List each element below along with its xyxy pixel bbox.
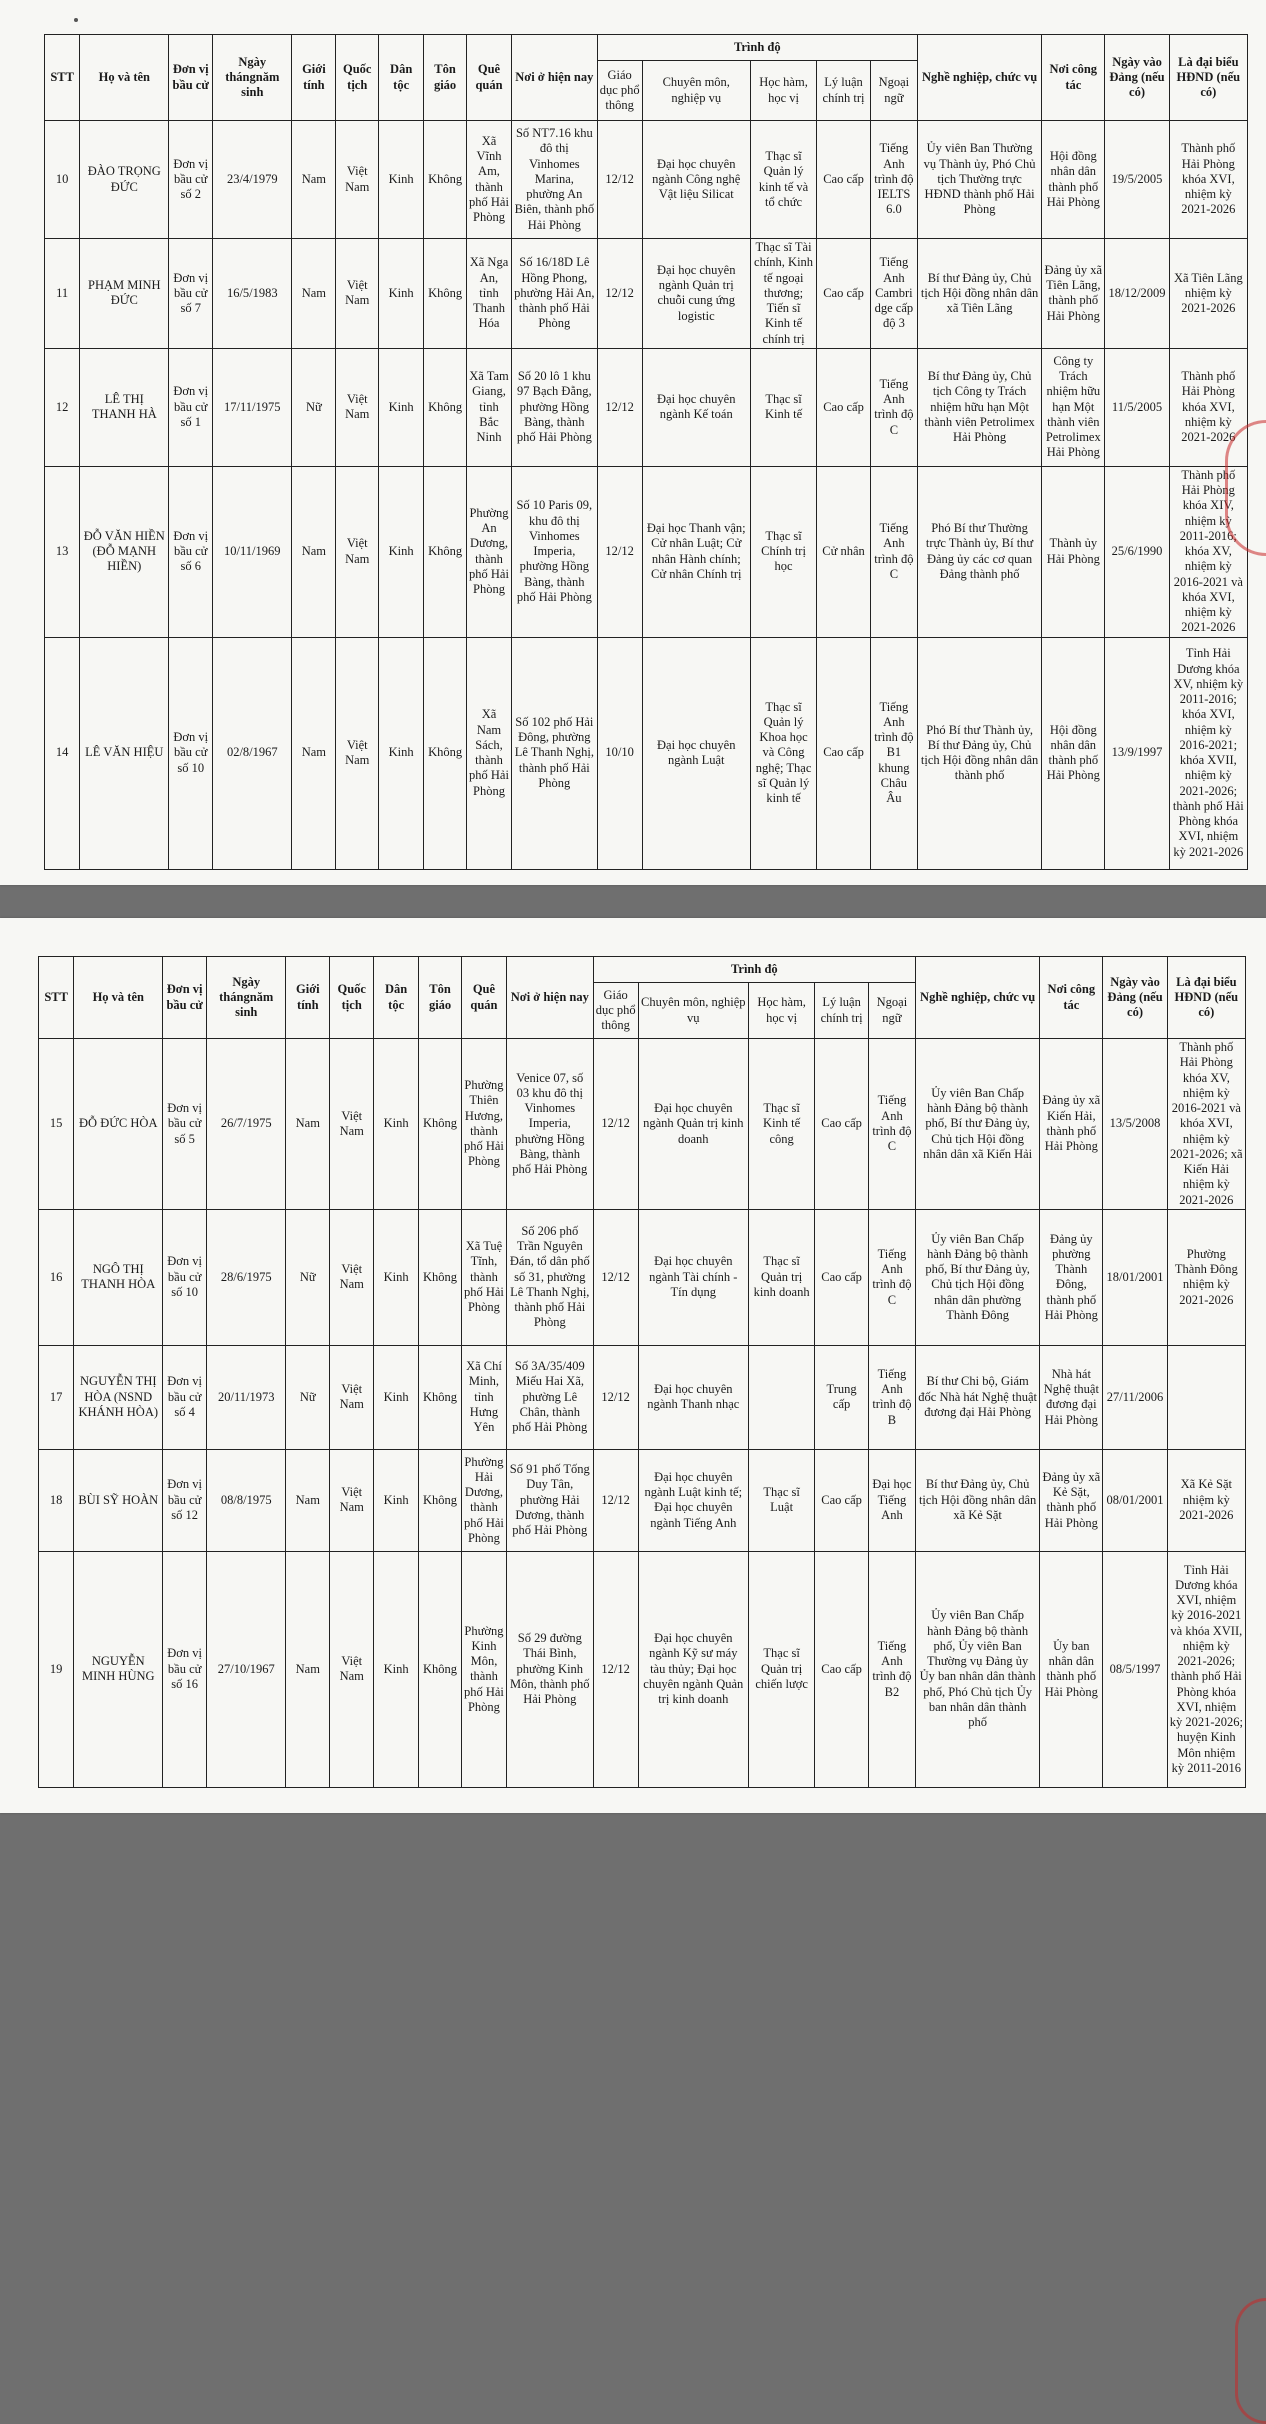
cell-general-edu: 12/12 — [597, 239, 642, 349]
cell-ethnicity: Kinh — [379, 348, 424, 466]
cell-specialty: Đại học chuyên ngành Luật — [642, 637, 750, 869]
cell-stt: 12 — [45, 348, 80, 466]
candidate-table-2 — [38, 956, 1246, 1788]
cell-hometown: Xã Tuệ Tĩnh, thành phố Hải Phòng — [461, 1209, 506, 1345]
cell-language: Tiếng Anh trình độ C — [870, 348, 917, 466]
header-gender: Giới tính — [286, 957, 330, 1039]
cell-academic: Thạc sĩ Quản lý Khoa học và Công nghệ; Thạc sĩ Quản lý kinh tế — [750, 637, 816, 869]
cell-ethnicity: Kinh — [374, 1551, 419, 1787]
cell-residence: Số 10 Paris 09, khu đô thị Vinhomes Imperia, phường Hồng Bàng, thành phố Hải Phòng — [511, 466, 597, 637]
header-dob: Ngày thángnăm sinh — [213, 35, 292, 121]
red-stamp-seal — [1235, 2298, 1266, 2424]
cell-nationality: Việt Nam — [330, 1039, 374, 1210]
cell-workplace: Hội đồng nhân dân thành phố Hải Phòng — [1042, 121, 1105, 239]
cell-delegate: Thành phố Hải Phòng khóa XIV, nhiệm kỳ 2011-2016; khóa XV, nhiệm kỳ 2016-2021 và khóa XVI, nhiệm kỳ 2021-2026 — [1169, 466, 1247, 637]
cell-stt: 16 — [39, 1209, 74, 1345]
cell-academic: Thạc sĩ Tài chính, Kinh tế ngoại thương; Tiến sĩ Kinh tế chính trị — [750, 239, 816, 349]
cell-stt: 10 — [45, 121, 80, 239]
cell-academic: Thạc sĩ Chính trị học — [750, 466, 816, 637]
header-general-edu: Giáo dục phổ thông — [593, 983, 638, 1039]
cell-general-edu: 12/12 — [593, 1551, 638, 1787]
cell-party-date: 18/12/2009 — [1105, 239, 1169, 349]
cell-general-edu: 12/12 — [593, 1039, 638, 1210]
red-stamp-seal — [1225, 420, 1266, 556]
cell-stt: 11 — [45, 239, 80, 349]
header-specialty: Chuyên môn, nghiệp vụ — [642, 61, 750, 121]
cell-specialty: Đại học chuyên ngành Kế toán — [642, 348, 750, 466]
cell-unit: Đơn vị bầu cử số 16 — [163, 1551, 207, 1787]
cell-party-date: 18/01/2001 — [1103, 1209, 1167, 1345]
header-residence: Nơi ở hiện nay — [506, 957, 593, 1039]
cell-nationality: Việt Nam — [330, 1209, 374, 1345]
document-page-2 — [0, 918, 1266, 1813]
header-general-edu: Giáo dục phổ thông — [597, 61, 642, 121]
cell-political: Cao cấp — [817, 121, 871, 239]
cell-unit: Đơn vị bầu cử số 10 — [169, 637, 213, 869]
cell-unit: Đơn vị bầu cử số 2 — [169, 121, 213, 239]
table-row — [39, 1449, 1246, 1551]
cell-political: Cử nhân — [817, 466, 871, 637]
header-education-group: Trình độ — [597, 35, 917, 61]
cell-religion: Không — [424, 466, 467, 637]
cell-occupation: Bí thư Đảng ủy, Chủ tịch Hội đồng nhân dân xã Tiên Lãng — [917, 239, 1041, 349]
cell-occupation: Ủy viên Ban Chấp hành Đảng bộ thành phố, Ủy viên Ban Thường vụ Đảng ủy Ủy ban nhân dân thành phố, Phó Chủ tịch Ủy ban nhân dân thành phố — [916, 1551, 1040, 1787]
cell-stt: 14 — [45, 637, 80, 869]
header-gender: Giới tính — [292, 35, 336, 121]
header-party-date: Ngày vào Đảng (nếu có) — [1105, 35, 1169, 121]
cell-dob: 20/11/1973 — [207, 1345, 286, 1449]
cell-workplace: Đảng ủy phường Thành Đông, thành phố Hải Phòng — [1040, 1209, 1103, 1345]
cell-nationality: Việt Nam — [330, 1551, 374, 1787]
cell-delegate: Thành phố Hải Phòng khóa XV, nhiệm kỳ 2016-2021 và khóa XVI, nhiệm kỳ 2021-2026; xã Kiến Hải nhiệm kỳ 2021-2026 — [1167, 1039, 1245, 1210]
cell-workplace: Đảng ủy xã Kiến Hải, thành phố Hải Phòng — [1040, 1039, 1103, 1210]
cell-workplace: Hội đồng nhân dân thành phố Hải Phòng — [1042, 637, 1105, 869]
header-religion: Tôn giáo — [419, 957, 462, 1039]
cell-occupation: Bí thư Đảng ủy, Chủ tịch Công ty Trách nhiệm hữu hạn Một thành viên Petrolimex Hải Phòng — [917, 348, 1041, 466]
table-row — [45, 348, 1248, 466]
header-nationality: Quốc tịch — [330, 957, 374, 1039]
table-row — [45, 239, 1248, 349]
header-occupation: Nghề nghiệp, chức vụ — [916, 957, 1040, 1039]
cell-specialty: Đại học chuyên ngành Tài chính - Tín dụng — [638, 1209, 748, 1345]
cell-name: NGÔ THỊ THANH HÒA — [74, 1209, 163, 1345]
cell-political: Cao cấp — [817, 239, 871, 349]
cell-academic: Thạc sĩ Quản trị chiến lược — [748, 1551, 814, 1787]
cell-dob: 17/11/1975 — [213, 348, 292, 466]
cell-delegate: Phường Thành Đông nhiệm kỳ 2021-2026 — [1167, 1209, 1245, 1345]
cell-workplace: Thành ủy Hải Phòng — [1042, 466, 1105, 637]
header-unit: Đơn vị bầu cử — [163, 957, 207, 1039]
cell-party-date: 27/11/2006 — [1103, 1345, 1167, 1449]
cell-ethnicity: Kinh — [374, 1209, 419, 1345]
table-row — [39, 1209, 1246, 1345]
cell-unit: Đơn vị bầu cử số 5 — [163, 1039, 207, 1210]
header-language: Ngoại ngữ — [870, 61, 917, 121]
cell-political: Cao cấp — [815, 1209, 869, 1345]
cell-unit: Đơn vị bầu cử số 6 — [169, 466, 213, 637]
cell-nationality: Việt Nam — [336, 121, 379, 239]
cell-gender: Nam — [286, 1039, 330, 1210]
cell-hometown: Xã Vĩnh Am, thành phố Hải Phòng — [467, 121, 512, 239]
cell-stt: 17 — [39, 1345, 74, 1449]
cell-religion: Không — [424, 637, 467, 869]
cell-specialty: Đại học chuyên ngành Công nghệ Vật liệu Silicat — [642, 121, 750, 239]
header-stt: STT — [45, 35, 80, 121]
cell-religion: Không — [419, 1449, 462, 1551]
cell-workplace: Ủy ban nhân dân thành phố Hải Phòng — [1040, 1551, 1103, 1787]
cell-workplace: Nhà hát Nghệ thuật đương đại Hải Phòng — [1040, 1345, 1103, 1449]
cell-unit: Đơn vị bầu cử số 12 — [163, 1449, 207, 1551]
cell-general-edu: 12/12 — [593, 1449, 638, 1551]
cell-specialty: Đại học Thanh vận; Cử nhân Luật; Cử nhân Hành chính; Cử nhân Chính trị — [642, 466, 750, 637]
header-academic: Học hàm, học vị — [748, 983, 814, 1039]
header-political: Lý luận chính trị — [817, 61, 871, 121]
cell-political: Cao cấp — [815, 1449, 869, 1551]
header-residence: Nơi ở hiện nay — [511, 35, 597, 121]
cell-language: Tiếng Anh trình độ C — [868, 1039, 915, 1210]
header-language: Ngoại ngữ — [868, 983, 915, 1039]
cell-name: ĐÀO TRỌNG ĐỨC — [80, 121, 169, 239]
cell-gender: Nam — [292, 637, 336, 869]
cell-political: Cao cấp — [815, 1039, 869, 1210]
cell-occupation: Ủy viên Ban Chấp hành Đảng bộ thành phố, Bí thư Đảng ủy, Chủ tịch Hội đồng nhân dân xã Kiến Hải — [916, 1039, 1040, 1210]
cell-specialty: Đại học chuyên ngành Quản trị kinh doanh — [638, 1039, 748, 1210]
cell-general-edu: 12/12 — [593, 1345, 638, 1449]
cell-language: Tiếng Anh trình độ B — [868, 1345, 915, 1449]
cell-dob: 23/4/1979 — [213, 121, 292, 239]
cell-language: Tiếng Anh trình độ IELTS 6.0 — [870, 121, 917, 239]
cell-unit: Đơn vị bầu cử số 7 — [169, 239, 213, 349]
cell-gender: Nam — [286, 1449, 330, 1551]
cell-hometown: Xã Tam Giang, tỉnh Bắc Ninh — [467, 348, 512, 466]
cell-hometown: Phường An Dương, thành phố Hải Phòng — [467, 466, 512, 637]
cell-ethnicity: Kinh — [374, 1449, 419, 1551]
cell-residence: Số 102 phố Hải Đông, phường Lê Thanh Nghị, thành phố Hải Phòng — [511, 637, 597, 869]
cell-gender: Nam — [292, 121, 336, 239]
cell-ethnicity: Kinh — [379, 637, 424, 869]
cell-party-date: 08/5/1997 — [1103, 1551, 1167, 1787]
cell-ethnicity: Kinh — [374, 1039, 419, 1210]
cell-political: Cao cấp — [817, 637, 871, 869]
cell-general-edu: 10/10 — [597, 637, 642, 869]
cell-name: NGUYỄN MINH HÙNG — [74, 1551, 163, 1787]
header-specialty: Chuyên môn, nghiệp vụ — [638, 983, 748, 1039]
cell-workplace: Đảng ủy xã Tiên Lãng, thành phố Hải Phòng — [1042, 239, 1105, 349]
header-ethnicity: Dân tộc — [374, 957, 419, 1039]
cell-ethnicity: Kinh — [379, 121, 424, 239]
cell-religion: Không — [419, 1551, 462, 1787]
cell-religion: Không — [419, 1345, 462, 1449]
cell-language: Tiếng Anh trình độ C — [868, 1209, 915, 1345]
cell-residence: Số NT7.16 khu đô thị Vinhomes Marina, phường An Biên, thành phố Hải Phòng — [511, 121, 597, 239]
cell-religion: Không — [424, 348, 467, 466]
cell-stt: 18 — [39, 1449, 74, 1551]
cell-dob: 28/6/1975 — [207, 1209, 286, 1345]
cell-academic: Thạc sĩ Luật — [748, 1449, 814, 1551]
header-education-group: Trình độ — [593, 957, 915, 983]
cell-residence: Số 20 lô 1 khu 97 Bạch Đằng, phường Hồng Bàng, thành phố Hải Phòng — [511, 348, 597, 466]
cell-ethnicity: Kinh — [379, 466, 424, 637]
cell-academic: Thạc sĩ Quản trị kinh doanh — [748, 1209, 814, 1345]
header-hometown: Quê quán — [467, 35, 512, 121]
cell-dob: 10/11/1969 — [213, 466, 292, 637]
cell-general-edu: 12/12 — [597, 348, 642, 466]
cell-academic: Thạc sĩ Quản lý kinh tế và tổ chức — [750, 121, 816, 239]
cell-hometown: Xã Nga An, tỉnh Thanh Hóa — [467, 239, 512, 349]
cell-language: Tiếng Anh trình độ B1 khung Châu Âu — [870, 637, 917, 869]
cell-language: Tiếng Anh Cambridge cấp độ 3 — [870, 239, 917, 349]
cell-political: Trung cấp — [815, 1345, 869, 1449]
cell-party-date: 11/5/2005 — [1105, 348, 1169, 466]
cell-residence: Số 91 phố Tống Duy Tân, phường Hải Dương, thành phố Hải Phòng — [506, 1449, 593, 1551]
cell-ethnicity: Kinh — [379, 239, 424, 349]
header-academic: Học hàm, học vị — [750, 61, 816, 121]
header-party-date: Ngày vào Đảng (nếu có) — [1103, 957, 1167, 1039]
cell-ethnicity: Kinh — [374, 1345, 419, 1449]
cell-workplace: Đảng ủy xã Kẻ Sặt, thành phố Hải Phòng — [1040, 1449, 1103, 1551]
cell-political: Cao cấp — [817, 348, 871, 466]
cell-occupation: Phó Bí thư Thường trực Thành ủy, Bí thư Đảng ủy các cơ quan Đảng thành phố — [917, 466, 1041, 637]
cell-nationality: Việt Nam — [330, 1345, 374, 1449]
cell-occupation: Ủy viên Ban Chấp hành Đảng bộ thành phố, Bí thư Đảng ủy, Chủ tịch Hội đồng nhân dân phường Thành Đông — [916, 1209, 1040, 1345]
cell-delegate — [1167, 1345, 1245, 1449]
cell-gender: Nữ — [286, 1345, 330, 1449]
cell-party-date: 08/01/2001 — [1103, 1449, 1167, 1551]
cell-party-date: 13/9/1997 — [1105, 637, 1169, 869]
header-dob: Ngày thángnăm sinh — [207, 957, 286, 1039]
cell-language: Tiếng Anh trình độ C — [870, 466, 917, 637]
cell-hometown: Phường Thiên Hương, thành phố Hải Phòng — [461, 1039, 506, 1210]
cell-specialty: Đại học chuyên ngành Kỹ sư máy tàu thủy; Đại học chuyên ngành Quản trị kinh doanh — [638, 1551, 748, 1787]
cell-nationality: Việt Nam — [330, 1449, 374, 1551]
cell-residence: Số 206 phố Trần Nguyên Đán, tổ dân phố số 31, phường Lê Thanh Nghị, thành phố Hải Phòng — [506, 1209, 593, 1345]
header-occupation: Nghề nghiệp, chức vụ — [917, 35, 1041, 121]
cell-hometown: Phường Hải Dương, thành phố Hải Phòng — [461, 1449, 506, 1551]
header-political: Lý luận chính trị — [815, 983, 869, 1039]
cell-gender: Nam — [292, 239, 336, 349]
cell-specialty: Đại học chuyên ngành Quản trị chuỗi cung ứng logistic — [642, 239, 750, 349]
cell-dob: 16/5/1983 — [213, 239, 292, 349]
cell-residence: Số 29 đường Thái Bình, phường Kinh Môn, thành phố Hải Phòng — [506, 1551, 593, 1787]
cell-delegate: Thành phố Hải Phòng khóa XVI, nhiệm kỳ 2021-2026 — [1169, 121, 1247, 239]
cell-hometown: Xã Chí Minh, tỉnh Hưng Yên — [461, 1345, 506, 1449]
cell-dob: 08/8/1975 — [207, 1449, 286, 1551]
table-row — [45, 466, 1248, 637]
cell-delegate: Xã Kẻ Sặt nhiệm kỳ 2021-2026 — [1167, 1449, 1245, 1551]
cell-academic — [748, 1345, 814, 1449]
cell-party-date: 13/5/2008 — [1103, 1039, 1167, 1210]
cell-religion: Không — [424, 121, 467, 239]
header-ethnicity: Dân tộc — [379, 35, 424, 121]
header-name: Họ và tên — [80, 35, 169, 121]
header-stt: STT — [39, 957, 74, 1039]
cell-occupation: Bí thư Chi bộ, Giám đốc Nhà hát Nghệ thuật đương đại Hải Phòng — [916, 1345, 1040, 1449]
cell-nationality: Việt Nam — [336, 466, 379, 637]
cell-delegate: Thành phố Hải Phòng khóa XVI, nhiệm kỳ 2021-2026 — [1169, 348, 1247, 466]
cell-general-edu: 12/12 — [593, 1209, 638, 1345]
cell-name: LÊ THỊ THANH HÀ — [80, 348, 169, 466]
cell-name: ĐỖ VĂN HIỀN (ĐỖ MẠNH HIỀN) — [80, 466, 169, 637]
cell-unit: Đơn vị bầu cử số 1 — [169, 348, 213, 466]
cell-name: PHẠM MINH ĐỨC — [80, 239, 169, 349]
cell-religion: Không — [419, 1039, 462, 1210]
cell-delegate: Xã Tiên Lãng nhiệm kỳ 2021-2026 — [1169, 239, 1247, 349]
cell-hometown: Phường Kinh Môn, thành phố Hải Phòng — [461, 1551, 506, 1787]
cell-name: ĐỖ ĐỨC HÒA — [74, 1039, 163, 1210]
header-unit: Đơn vị bầu cử — [169, 35, 213, 121]
header-name: Họ và tên — [74, 957, 163, 1039]
cell-academic: Thạc sĩ Kinh tế — [750, 348, 816, 466]
cell-occupation: Phó Bí thư Thành ủy, Bí thư Đảng ủy, Chủ tịch Hội đồng nhân dân thành phố — [917, 637, 1041, 869]
cell-occupation: Bí thư Đảng ủy, Chủ tịch Hội đồng nhân dân xã Kẻ Sặt — [916, 1449, 1040, 1551]
cell-language: Tiếng Anh trình độ B2 — [868, 1551, 915, 1787]
header-hometown: Quê quán — [461, 957, 506, 1039]
cell-general-edu: 12/12 — [597, 121, 642, 239]
header-workplace: Nơi công tác — [1042, 35, 1105, 121]
table-row — [39, 1039, 1246, 1210]
cell-gender: Nữ — [292, 348, 336, 466]
cell-political: Cao cấp — [815, 1551, 869, 1787]
cell-specialty: Đại học chuyên ngành Luật kinh tế; Đại học chuyên ngành Tiếng Anh — [638, 1449, 748, 1551]
header-workplace: Nơi công tác — [1040, 957, 1103, 1039]
cell-unit: Đơn vị bầu cử số 10 — [163, 1209, 207, 1345]
cell-gender: Nam — [292, 466, 336, 637]
cell-residence: Số 16/18D Lê Hồng Phong, phường Hải An, thành phố Hải Phòng — [511, 239, 597, 349]
document-page-1 — [0, 0, 1266, 885]
header-delegate: Là đại biểu HĐND (nếu có) — [1169, 35, 1247, 121]
cell-occupation: Ủy viên Ban Thường vụ Thành ủy, Phó Chủ tịch Thường trực HĐND thành phố Hải Phòng — [917, 121, 1041, 239]
cell-unit: Đơn vị bầu cử số 4 — [163, 1345, 207, 1449]
cell-dob: 02/8/1967 — [213, 637, 292, 869]
cell-nationality: Việt Nam — [336, 637, 379, 869]
header-religion: Tôn giáo — [424, 35, 467, 121]
cell-specialty: Đại học chuyên ngành Thanh nhạc — [638, 1345, 748, 1449]
cell-gender: Nữ — [286, 1209, 330, 1345]
header-delegate: Là đại biểu HĐND (nếu có) — [1167, 957, 1245, 1039]
cell-party-date: 19/5/2005 — [1105, 121, 1169, 239]
cell-hometown: Xã Nam Sách, thành phố Hải Phòng — [467, 637, 512, 869]
cell-dob: 27/10/1967 — [207, 1551, 286, 1787]
scan-mark — [74, 18, 78, 22]
cell-language: Đại học Tiếng Anh — [868, 1449, 915, 1551]
cell-name: BÙI SỸ HOÀN — [74, 1449, 163, 1551]
table-row — [39, 1345, 1246, 1449]
cell-party-date: 25/6/1990 — [1105, 466, 1169, 637]
table-row — [39, 1551, 1246, 1787]
cell-name: NGUYỄN THỊ HÒA (NSND KHÁNH HÒA) — [74, 1345, 163, 1449]
header-nationality: Quốc tịch — [336, 35, 379, 121]
cell-nationality: Việt Nam — [336, 239, 379, 349]
table-row — [45, 121, 1248, 239]
cell-gender: Nam — [286, 1551, 330, 1787]
table-row — [45, 637, 1248, 869]
cell-name: LÊ VĂN HIỆU — [80, 637, 169, 869]
cell-religion: Không — [424, 239, 467, 349]
cell-stt: 15 — [39, 1039, 74, 1210]
cell-residence: Số 3A/35/409 Miếu Hai Xã, phường Lê Chân, thành phố Hải Phòng — [506, 1345, 593, 1449]
cell-religion: Không — [419, 1209, 462, 1345]
cell-residence: Venice 07, số 03 khu đô thị Vinhomes Imperia, phường Hồng Bàng, thành phố Hải Phòng — [506, 1039, 593, 1210]
candidate-table-1 — [44, 34, 1248, 870]
cell-nationality: Việt Nam — [336, 348, 379, 466]
cell-delegate: Tỉnh Hải Dương khóa XVI, nhiệm kỳ 2016-2021 và khóa XVII, nhiệm kỳ 2021-2026; thành phố Hải Phòng khóa XVI, nhiệm kỳ 2021-2026; huyện Kinh Môn nhiệm kỳ 2011-2016 — [1167, 1551, 1245, 1787]
cell-dob: 26/7/1975 — [207, 1039, 286, 1210]
cell-workplace: Công ty Trách nhiệm hữu hạn Một thành viên Petrolimex Hải Phòng — [1042, 348, 1105, 466]
cell-stt: 19 — [39, 1551, 74, 1787]
cell-delegate: Tỉnh Hải Dương khóa XV, nhiệm kỳ 2011-2016; khóa XVI, nhiệm kỳ 2016-2021; khóa XVII, nhiệm kỳ 2021-2026; thành phố Hải Phòng khóa XVI, nhiệm kỳ 2021-2026 — [1169, 637, 1247, 869]
cell-academic: Thạc sĩ Kinh tế công — [748, 1039, 814, 1210]
cell-general-edu: 12/12 — [597, 466, 642, 637]
cell-stt: 13 — [45, 466, 80, 637]
